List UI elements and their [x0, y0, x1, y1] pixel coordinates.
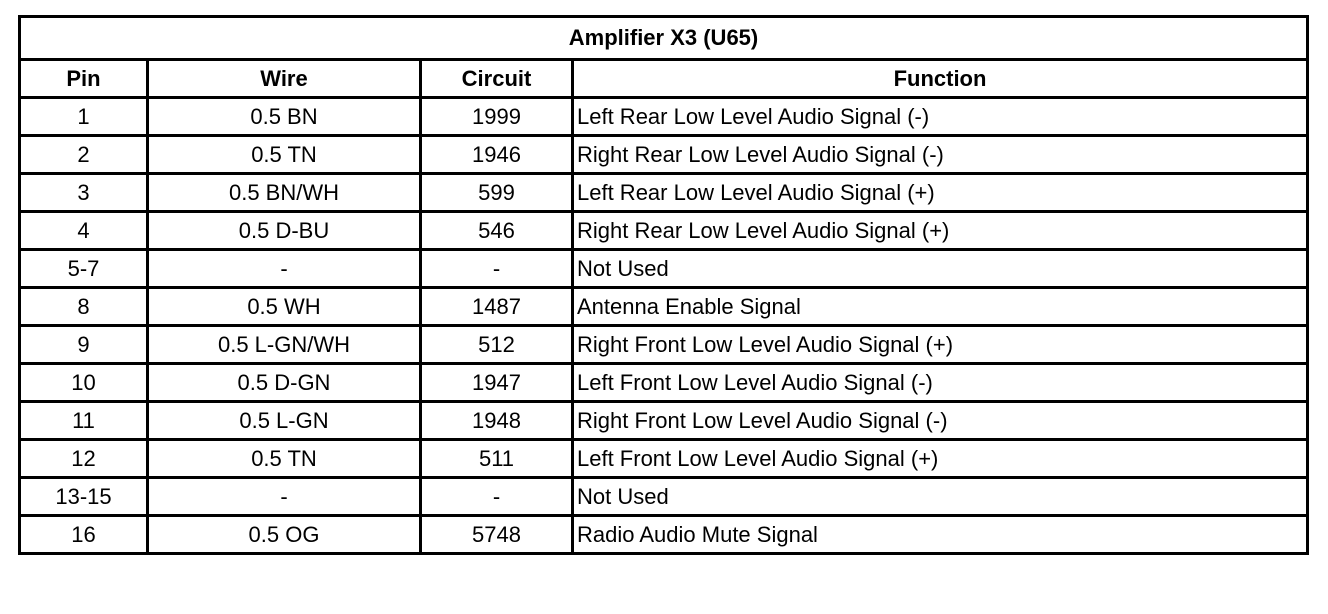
circuit-cell: 5748: [421, 516, 573, 554]
table-row: [20, 250, 1308, 288]
function-cell: Radio Audio Mute Signal: [573, 516, 1308, 554]
pin-cell: 1: [20, 98, 148, 136]
table-row: [20, 440, 1308, 478]
table-row: [20, 98, 1308, 136]
circuit-cell: 1946: [421, 136, 573, 174]
table-row: [20, 478, 1308, 516]
function-cell: Right Front Low Level Audio Signal (-): [573, 402, 1308, 440]
function-cell: Right Rear Low Level Audio Signal (+): [573, 212, 1308, 250]
function-cell: Not Used: [573, 478, 1308, 516]
table-row: [20, 326, 1308, 364]
wire-cell: -: [148, 478, 421, 516]
table-row: [20, 402, 1308, 440]
pin-cell: 2: [20, 136, 148, 174]
wire-cell: 0.5 TN: [148, 136, 421, 174]
wire-cell: 0.5 BN/WH: [148, 174, 421, 212]
pin-cell: 5-7: [20, 250, 148, 288]
connector-pinout-table: [18, 15, 1309, 555]
circuit-cell: 511: [421, 440, 573, 478]
pin-cell: 3: [20, 174, 148, 212]
pin-cell: 8: [20, 288, 148, 326]
column-header-circuit: Circuit: [421, 60, 573, 98]
table-body: [20, 98, 1308, 554]
circuit-cell: -: [421, 478, 573, 516]
wire-cell: 0.5 WH: [148, 288, 421, 326]
pin-cell: 11: [20, 402, 148, 440]
table-row: [20, 174, 1308, 212]
table-row: [20, 288, 1308, 326]
function-cell: Left Front Low Level Audio Signal (-): [573, 364, 1308, 402]
circuit-cell: 599: [421, 174, 573, 212]
pin-cell: 13-15: [20, 478, 148, 516]
circuit-cell: -: [421, 250, 573, 288]
wire-cell: 0.5 D-GN: [148, 364, 421, 402]
circuit-cell: 1947: [421, 364, 573, 402]
circuit-cell: 512: [421, 326, 573, 364]
pin-cell: 12: [20, 440, 148, 478]
circuit-cell: 1948: [421, 402, 573, 440]
table-row: [20, 212, 1308, 250]
function-cell: Left Rear Low Level Audio Signal (-): [573, 98, 1308, 136]
circuit-cell: 1999: [421, 98, 573, 136]
wire-cell: 0.5 D-BU: [148, 212, 421, 250]
circuit-cell: 546: [421, 212, 573, 250]
function-cell: Right Rear Low Level Audio Signal (-): [573, 136, 1308, 174]
pin-cell: 16: [20, 516, 148, 554]
function-cell: Left Front Low Level Audio Signal (+): [573, 440, 1308, 478]
wire-cell: 0.5 TN: [148, 440, 421, 478]
table-header-row: [20, 60, 1308, 98]
function-cell: Antenna Enable Signal: [573, 288, 1308, 326]
wire-cell: -: [148, 250, 421, 288]
function-cell: Not Used: [573, 250, 1308, 288]
wire-cell: 0.5 L-GN: [148, 402, 421, 440]
wire-cell: 0.5 L-GN/WH: [148, 326, 421, 364]
pin-cell: 4: [20, 212, 148, 250]
wire-cell: 0.5 BN: [148, 98, 421, 136]
wire-cell: 0.5 OG: [148, 516, 421, 554]
pin-cell: 10: [20, 364, 148, 402]
function-cell: Right Front Low Level Audio Signal (+): [573, 326, 1308, 364]
column-header-function: Function: [573, 60, 1308, 98]
pin-cell: 9: [20, 326, 148, 364]
table-title-row: [20, 17, 1308, 60]
column-header-wire: Wire: [148, 60, 421, 98]
function-cell: Left Rear Low Level Audio Signal (+): [573, 174, 1308, 212]
table-title: Amplifier X3 (U65): [20, 17, 1308, 60]
table-row: [20, 136, 1308, 174]
circuit-cell: 1487: [421, 288, 573, 326]
table-row: [20, 516, 1308, 554]
column-header-pin: Pin: [20, 60, 148, 98]
table-row: [20, 364, 1308, 402]
